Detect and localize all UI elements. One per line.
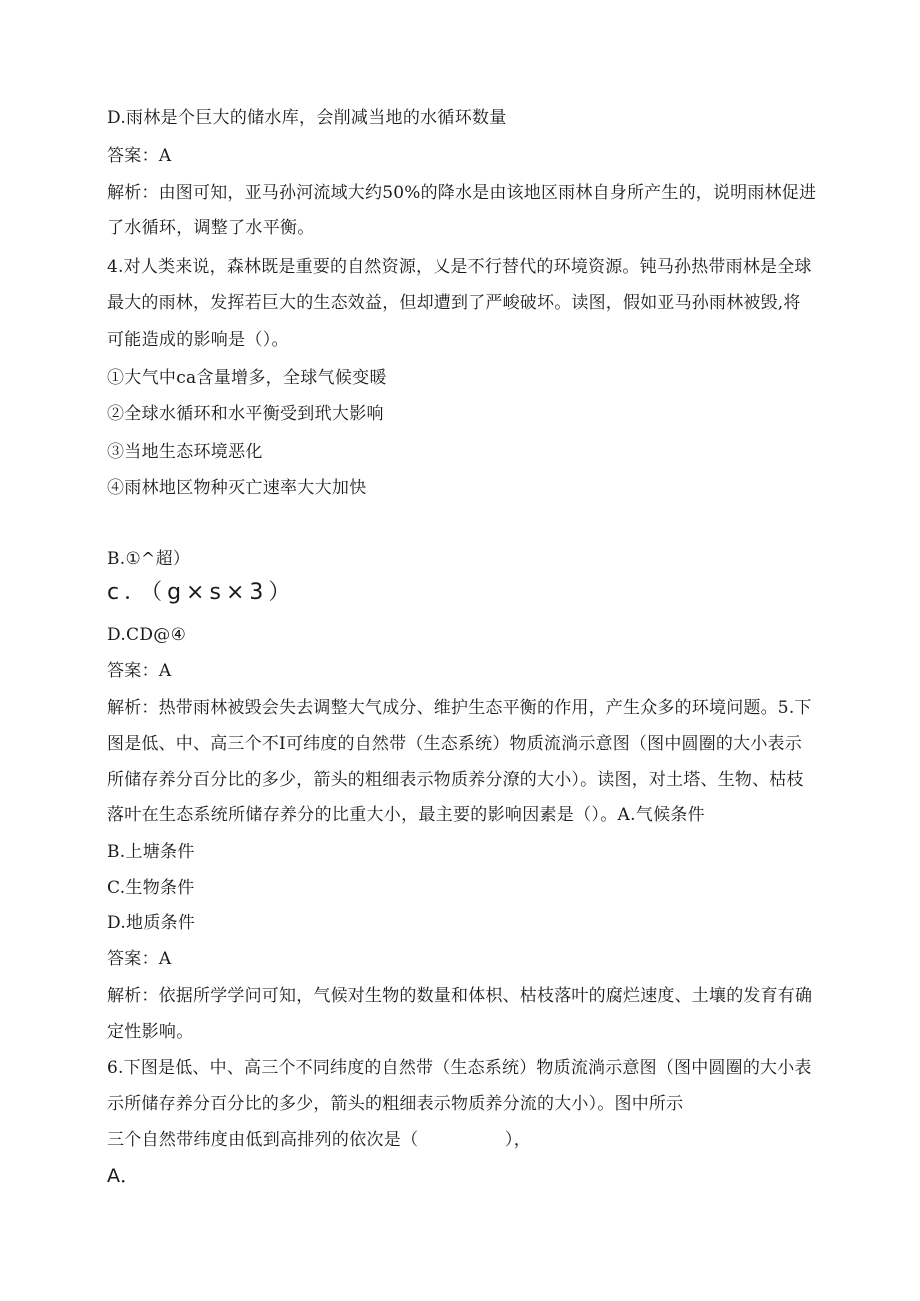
question-6-line: 6.下图是低、中、高三个不同纬度的自然带（生态系统）物质流淌示意图（图中圆圈的大小表 — [107, 1058, 812, 1078]
analysis-line: 解析：热带雨林被毁会失去调整大气成分、维护生态平衡的作用，产生众多的环境问题。5.下 — [107, 698, 812, 718]
analysis-line: 解析：由图可知，亚马孙河流域大约50%的降水是由该地区雨林自身所产生的，说明雨林促进 — [107, 183, 817, 203]
analysis-line: 定性影响。 — [107, 1022, 194, 1042]
option-a-line: A． — [107, 1165, 140, 1187]
statement-2: ②全球水循环和水平衡受到玳大影响 — [107, 404, 384, 424]
question-4-line: 4.对人类来说，森林既是重要的自然资源，乂是不行替代的环境资源。钝马孙热带雨林是全球 — [107, 257, 812, 277]
analysis-line: 了水循环，调整了水平衡。 — [107, 218, 315, 238]
question-6-line: 示所储存养分百分比的多少，箭头的粗细表示物质养分流的大小）。图中所示 — [107, 1094, 684, 1114]
question-6-line: 三个自然带纬度由低到高排列的依次是（ ）， — [107, 1130, 531, 1150]
option-d-line: D.地质条件 — [107, 913, 196, 933]
answer-line: 答案：A — [107, 146, 172, 166]
option-b-line: B.上塘条件 — [107, 842, 195, 862]
analysis-line: 解析：依据所学学问可知，气候对生物的数量和体枳、枯枝落叶的腐烂速度、土壤的发育有确 — [107, 986, 813, 1006]
question-5-line: 所储存养分百分比的多少，箭头的粗细表示物质养分潦的大小）。读图，对土塔、生物、枯枝 — [107, 770, 804, 790]
option-c-line: C.生物条件 — [107, 878, 195, 898]
question-5-line: 落叶在生态系统所储存养分的比重大小，最主要的影响因素是（）。A.气候条件 — [107, 805, 705, 825]
question-4-line: 可能造成的影响是（）。 — [107, 330, 289, 350]
option-c-line: c．（g×s×3） — [107, 580, 296, 605]
statement-3: ③当地生态环境恶化 — [107, 442, 263, 462]
question-5-line: 图是低、中、高三个不I可纬度的自然带（生态系统）物质流淌示意图（图中圆圈的大小表示 — [107, 734, 802, 754]
option-d-line: D.CD@④ — [107, 625, 187, 645]
answer-line: 答案：A — [107, 949, 172, 969]
answer-line: 答案：A — [107, 661, 172, 681]
statement-4: ④雨林地区物种灭亡速率大大加快 — [107, 478, 367, 498]
question-4-line: 最大的雨林，发挥若巨大的生态效益，但却遭到了严峻破坏。读图，假如亚马孙雨林被毁,将 — [107, 293, 801, 313]
option-b-line: B.①^超） — [107, 549, 191, 569]
option-d-line: D.雨林是个巨大的储水库，会削减当地的水循环数量 — [107, 108, 507, 128]
statement-1: ①大气中ca含量增多，全球气候变暖 — [107, 368, 387, 388]
